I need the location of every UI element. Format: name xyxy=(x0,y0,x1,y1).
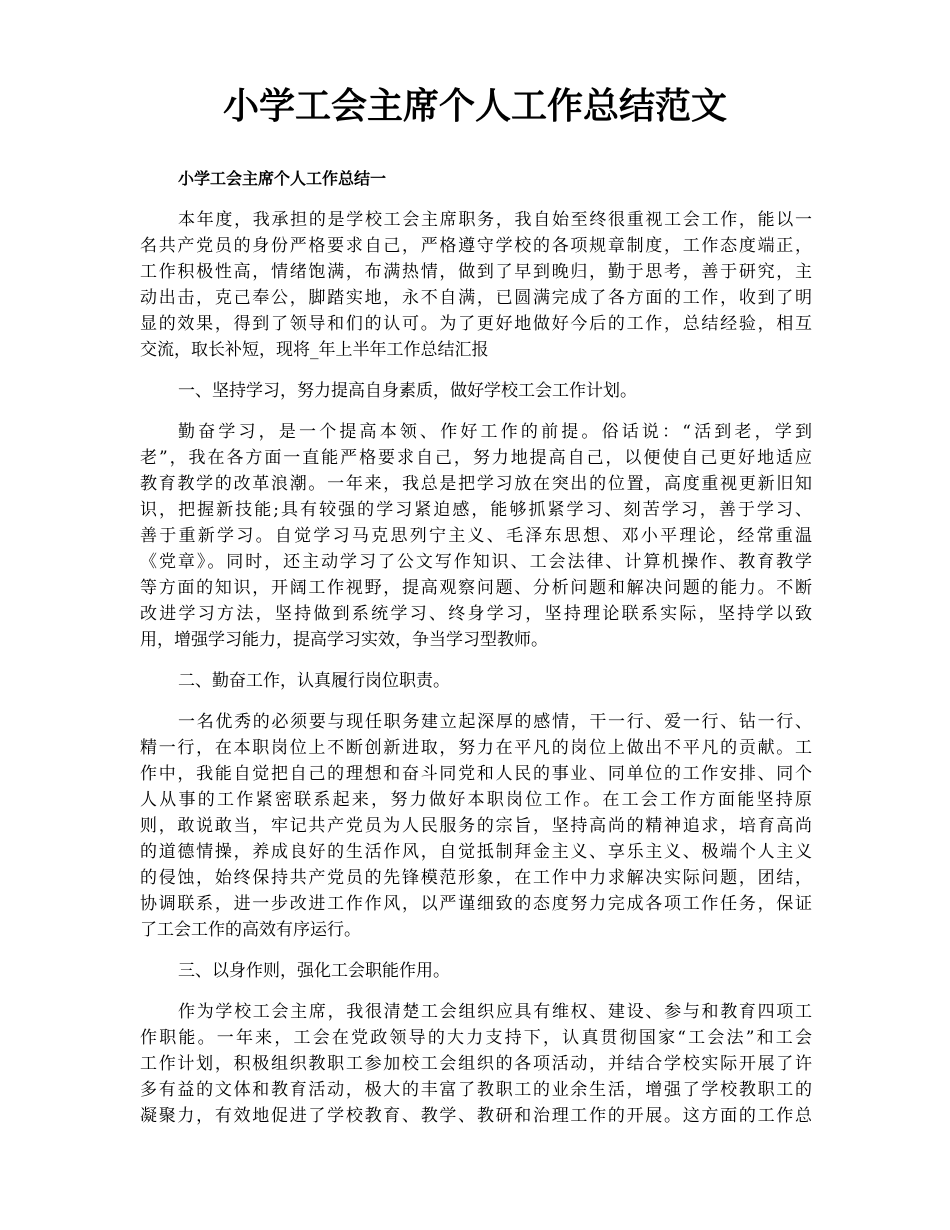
section-subheading: 小学工会主席个人工作总结一 xyxy=(178,169,387,188)
document-title: 小学工会主席个人工作总结范文 xyxy=(222,85,727,127)
paragraph-line: 了工会工作的高效有序运行。 xyxy=(140,920,361,940)
paragraph-line: 善于重新学习。自觉学习马克思列宁主义、毛泽东思想、邓小平理论，经常重温 xyxy=(140,526,812,546)
paragraph-line: 作为学校工会主席，我很清楚工会组织应具有维权、建设、参与和教育四项工 xyxy=(178,1002,812,1022)
paragraph-line: 凝聚力，有效地促进了学校教育、教学、教研和治理工作的开展。这方面的工作总 xyxy=(140,1106,812,1126)
paragraph-line: 识，把握新技能;具有较强的学习紧迫感，能够抓紧学习、刻苦学习，善于学习、 xyxy=(140,500,812,520)
body-paragraph xyxy=(140,207,812,363)
document-body xyxy=(140,166,812,1144)
section-heading: 一、坚持学习，努力提高自身素质，做好学校工会工作计划。 xyxy=(178,381,637,401)
paragraph-line: 精一行，在本职岗位上不断创新进取，努力在平凡的岗位上做出不平凡的贡献。工 xyxy=(140,738,812,758)
paragraph-line: 名共产党员的身份严格要求自己，严格遵守学校的各项规章制度，工作态度端正， xyxy=(140,236,812,256)
paragraph-line: 协调联系，进一步改进工作作风，以严谨细致的态度努力完成各项工作任务，保证 xyxy=(140,894,812,914)
paragraph-line: 作中，我能自觉把自己的理想和奋斗同党和人民的事业、同单位的工作安排、同个 xyxy=(140,764,812,784)
section-heading: 三、以身作则，强化工会职能作用。 xyxy=(178,961,450,981)
section-heading: 二、勤奋工作，认真履行岗位职责。 xyxy=(178,671,450,691)
paragraph-line: 的侵蚀，始终保持共产党员的先锋模范形象，在工作中力求解决实际问题，团结， xyxy=(140,868,812,888)
paragraph-line: 勤奋学习，是一个提高本领、作好工作的前提。俗话说：“活到老，学到 xyxy=(178,422,812,442)
paragraph-line: 则，敢说敢当，牢记共产党员为人民服务的宗旨，坚持高尚的精神追求，培育高尚 xyxy=(140,816,812,836)
paragraph-line: 的道德情操，养成良好的生活作风，自觉抵制拜金主义、享乐主义、极端个人主义 xyxy=(140,842,812,862)
paragraph-line: 动出击，克己奉公，脚踏实地，永不自满，已圆满完成了各方面的工作，收到了明 xyxy=(140,288,812,308)
body-paragraph xyxy=(140,419,812,653)
paragraph-line: 多有益的文体和教育活动，极大的丰富了教职工的业余生活，增强了学校教职工的 xyxy=(140,1080,812,1100)
paragraph-line: 显的效果，得到了领导和们的认可。为了更好地做好今后的工作，总结经验，相互 xyxy=(140,314,812,334)
paragraph-line: 一名优秀的必须要与现任职务建立起深厚的感情，干一行、爱一行、钻一行、 xyxy=(178,712,812,732)
paragraph-line: 本年度，我承担的是学校工会主席职务，我自始至终很重视工会工作，能以一 xyxy=(178,210,812,230)
paragraph-line: 教育教学的改革浪潮。一年来，我总是把学习放在突出的位置，高度重视更新旧知 xyxy=(140,474,812,494)
paragraph-line: 作职能。一年来，工会在党政领导的大力支持下，认真贯彻国家“工会法”和工会 xyxy=(140,1028,812,1048)
paragraph-line: 用，增强学习能力，提高学习实效，争当学习型教师。 xyxy=(140,630,548,650)
paragraph-line: 人从事的工作紧密联系起来，努力做好本职岗位工作。在工会工作方面能坚持原 xyxy=(140,790,812,810)
paragraph-line: 工作计划，积极组织教职工参加校工会组织的各项活动，并结合学校实际开展了许 xyxy=(140,1054,812,1074)
paragraph-line: 《党章》。同时，还主动学习了公文写作知识、工会法律、计算机操作、教育教学 xyxy=(140,552,812,572)
paragraph-line: 交流，取长补短，现将_年上半年工作总结汇报 xyxy=(140,340,489,360)
paragraph-line: 工作积极性高，情绪饱满，布满热情，做到了早到晚归，勤于思考，善于研究，主 xyxy=(140,262,812,282)
paragraph-line: 老”，我在各方面一直能严格要求自己，努力地提高自己，以便使自己更好地适应 xyxy=(140,448,812,468)
body-paragraph xyxy=(140,709,812,943)
paragraph-line: 改进学习方法，坚持做到系统学习、终身学习，坚持理论联系实际，坚持学以致 xyxy=(140,604,812,624)
paragraph-line: 等方面的知识，开阔工作视野，提高观察问题、分析问题和解决问题的能力。不断 xyxy=(140,578,812,598)
body-paragraph xyxy=(140,999,812,1129)
